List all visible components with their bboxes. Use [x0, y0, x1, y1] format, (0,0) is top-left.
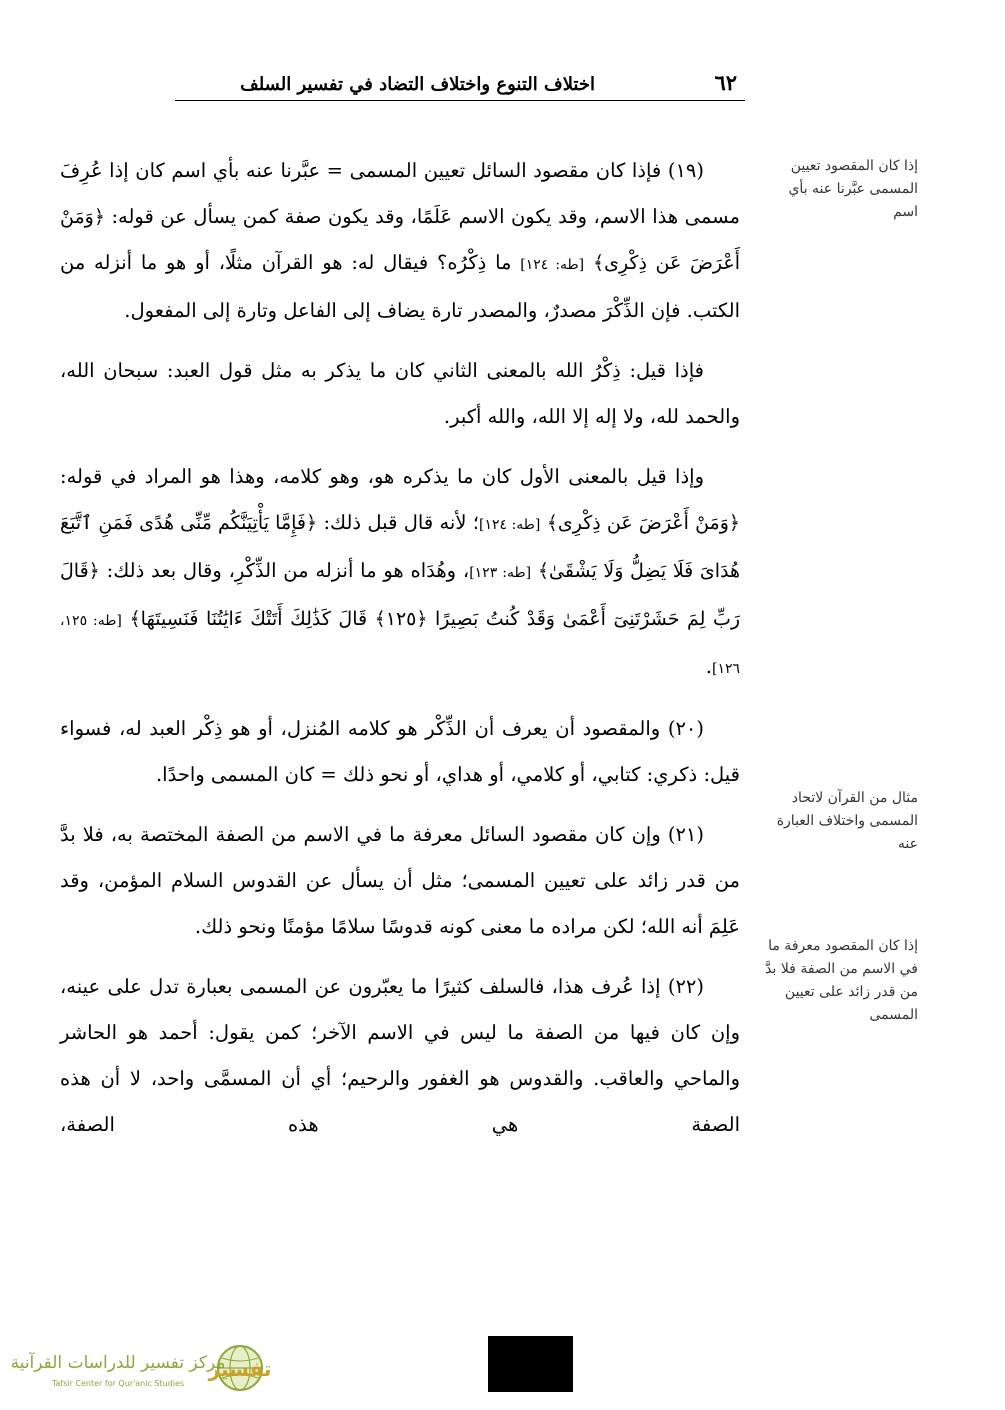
logo-arabic-name: مركز تفسير للدراسات القرآنية: [10, 1353, 226, 1373]
paragraph-20: (٢٠) والمقصود أن يعرف أن الذِّكْر هو كلامه المُنزل، أو هو ذِكْر العبد له، فسواء قيل: ذكري: كتابي، أو كلامي، أو هداي، أو نحو ذلك = كان المسمى واحدًا.: [60, 717, 740, 786]
text-segment: ، وهُدَاه هو ما أنزله من الذِّكْرِ، وقال بعد ذلك:: [106, 559, 470, 582]
quran-reference: [طه: ١٢٤]: [478, 517, 541, 533]
paragraph-dhikr-first-meaning: [60, 454, 740, 692]
text-segment: ؛ لأنه قال قبل ذلك:: [323, 511, 479, 534]
quran-quote: ﴿وَمَنْ أَعْرَضَ عَن ذِكْرِى﴾: [60, 206, 741, 274]
paragraph-21: (٢١) وإن كان مقصود السائل معرفة ما في الاسم من الصفة المختصة به، فلا بدَّ من قدر زائد على تعيين المسمى؛ مثل أن يسأل عن القدوس السلام المؤمن، وقد عَلِمَ أنه الله؛ لكن مراده ما معنى كونه قدوسًا سلامًا مؤمنًا ونحو ذلك.: [60, 823, 740, 938]
quran-quote: ﴿وَمَنْ أَعْرَضَ عَن ذِكْرِى﴾: [546, 512, 741, 534]
text-segment: وإذا قيل بالمعنى الأول كان ما يذكره هو، وهو كلامه، وهذا هو المراد في قوله:: [60, 465, 704, 488]
main-text: [60, 148, 740, 1162]
quran-reference: [طه: ١٢٣]: [469, 565, 532, 581]
quran-quote: ﴿قَالَ رَبِّ لِمَ حَشَرْتَنِىٓ أَعْمَىٰ وَقَدْ كُنتُ بَصِيرًا ﴿١٢٥﴾ قَالَ كَذَٰلِكَ أَتَتْكَ ءَايَٰتُنَا فَنَسِيتَهَا﴾: [60, 560, 741, 630]
tafsir-center-logo: [10, 1342, 272, 1394]
margin-note-1: إذا كان المقصود تعيين المسمى عبَّرنا عنه بأي اسم: [788, 158, 918, 220]
text-segment: (١٩) فإذا كان مقصود السائل تعيين المسمى = عبَّرنا عنه بأي اسم كان إذا عُرِفَ مسمى هذا الاسم، وقد يكون الاسم عَلَمًا، وقد يكون صفة كمن يسأل عن قوله:: [60, 159, 740, 228]
text-segment: .: [705, 655, 712, 678]
page-number: ٦٢: [714, 70, 737, 95]
quran-reference: [طه: ١٢٤]: [520, 257, 585, 273]
logo-word: تفسير: [208, 1357, 272, 1381]
black-box: [488, 1336, 573, 1392]
page-header: [175, 70, 745, 101]
logo-english-name: Tafsir Center for Qur'anic Studies: [51, 1379, 185, 1388]
paragraph-dhikr-second-meaning: فإذا قيل: ذِكْرُ الله بالمعنى الثاني كان ما يذكر به مثل قول العبد: سبحان الله، والحمد لله، ولا إله إلا الله، والله أكبر.: [60, 359, 740, 428]
margin-note-3: إذا كان المقصود معرفة ما في الاسم من الصفة فلا بدَّ من قدر زائد على تعيين المسمى: [765, 938, 918, 1023]
text-segment: ما ذِكْرُه؟ فيقال له: هو القرآن مثلًا، أو هو ما أنزله من الكتب. فإن الذِّكْرَ مصدرٌ، والمصدر تارة يضاف إلى الفاعل وتارة إلى المفعول.: [60, 251, 740, 322]
paragraph-22: (٢٢) إذا عُرف هذا، فالسلف كثيرًا ما يعبّرون عن المسمى بعبارة تدل على عينه، وإن كان فيها من الصفة ما ليس في الاسم الآخر؛ كمن يقول: أحمد هو الحاشر والماحي والعاقب. والقدوس هو الغفور والرحيم؛ أي أن المسمَّى واحد، لا أن هذه الصفة هي هذه الصفة،: [60, 975, 740, 1136]
paragraph-19: [60, 148, 740, 334]
running-title: اختلاف التنوع واختلاف التضاد في تفسير السلف: [240, 74, 595, 95]
quran-quote: ﴿فَإِمَّا يَأْتِيَنَّكُم مِّنِّى هُدًى فَمَنِ ٱتَّبَعَ هُدَاىَ فَلَا يَضِلُّ وَلَا يَشْقَىٰ﴾: [60, 512, 741, 582]
margin-note-2: مثال من القرآن لاتحاد المسمى واختلاف العبارة عنه: [776, 790, 918, 852]
quran-reference: [طه: ١٢٥، ١٢٦]: [60, 613, 740, 677]
